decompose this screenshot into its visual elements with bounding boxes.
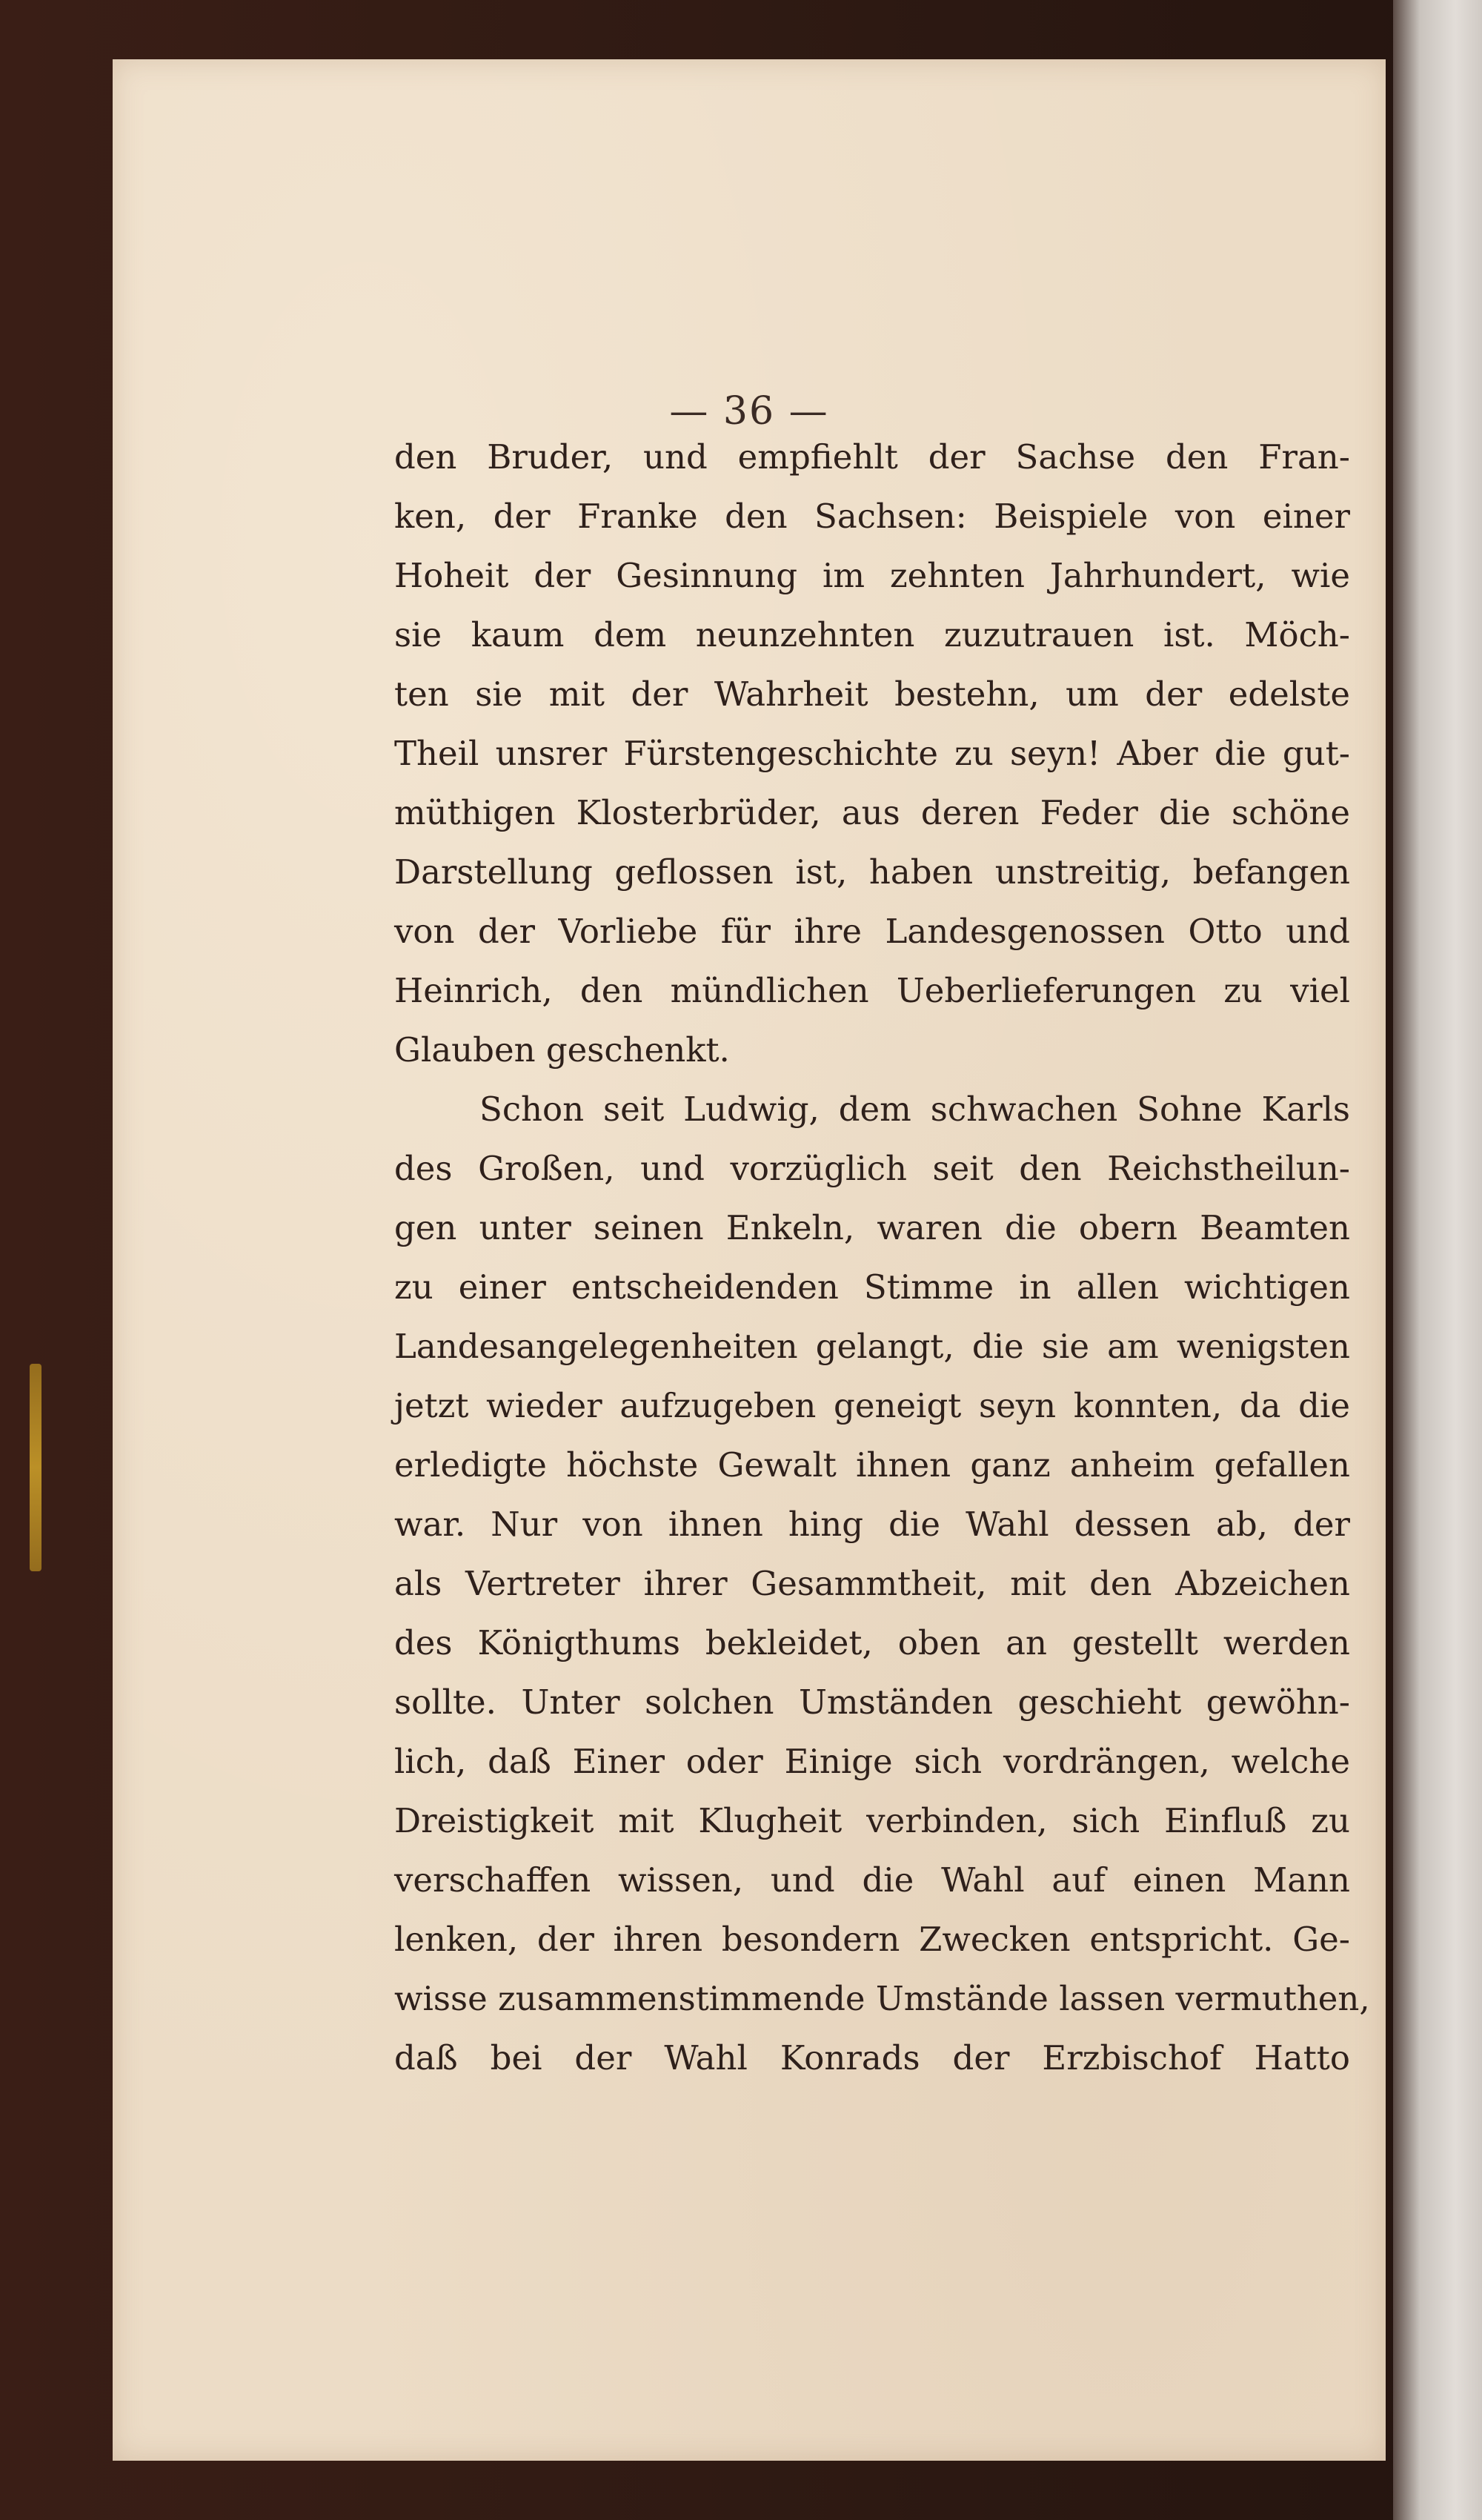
text-line: verschaffen wissen, und die Wahl auf einen Mann xyxy=(394,1860,1350,1900)
text-line: sie kaum dem neunzehnten zuzutrauen ist. Möch- xyxy=(394,615,1350,654)
text-line: des Großen, und vorzüglich seit den Reichstheilun- xyxy=(394,1149,1350,1188)
text-line: als Vertreter ihrer Gesammtheit, mit den Abzeichen xyxy=(394,1564,1350,1603)
text-line: wisse zusammenstimmende Umstände lassen vermuthen, xyxy=(394,1979,1370,2018)
scanner-edge xyxy=(1393,0,1482,2520)
text-line: sollte. Unter solchen Umständen geschieht gewöhn- xyxy=(394,1682,1350,1722)
text-line: müthigen Klosterbrüder, aus deren Feder die schöne xyxy=(394,793,1350,832)
text-line: ten sie mit der Wahrheit bestehn, um der edelste xyxy=(394,674,1350,714)
text-line: Heinrich, den mündlichen Ueberlieferungen zu viel xyxy=(394,971,1350,1010)
text-line: Dreistigkeit mit Klugheit verbinden, sich Einfluß zu xyxy=(394,1801,1350,1840)
text-line: zu einer entscheidenden Stimme in allen wichtigen xyxy=(394,1267,1350,1307)
text-line: den Bruder, und empfiehlt der Sachse den Fran- xyxy=(394,437,1350,477)
text-line: war. Nur von ihnen hing die Wahl dessen ab, der xyxy=(394,1505,1350,1544)
text-line: Theil unsrer Fürstengeschichte zu seyn! Aber die gut- xyxy=(394,734,1350,773)
text-line: ken, der Franke den Sachsen: Beispiele von einer xyxy=(394,497,1350,536)
body-text xyxy=(394,428,1370,2088)
text-line: des Königthums bekleidet, oben an gestellt werden xyxy=(394,1623,1350,1662)
text-line: Glauben geschenkt. xyxy=(394,1030,730,1070)
text-line: lenken, der ihren besondern Zwecken entspricht. Ge- xyxy=(394,1920,1350,1959)
text-line: gen unter seinen Enkeln, waren die obern Beamten xyxy=(394,1208,1350,1247)
text-line: von der Vorliebe für ihre Landesgenossen Otto und xyxy=(394,912,1350,951)
text-line: jetzt wieder aufzugeben geneigt seyn konnten, da die xyxy=(394,1386,1350,1425)
page-number: — 36 — xyxy=(669,389,829,434)
text-line: lich, daß Einer oder Einige sich vordrängen, welche xyxy=(394,1742,1350,1781)
page-marker xyxy=(30,1364,41,1571)
text-line: Darstellung geflossen ist, haben unstreitig, befangen xyxy=(394,852,1350,892)
text-line: Hoheit der Gesinnung im zehnten Jahrhundert, wie xyxy=(394,556,1350,595)
text-line: daß bei der Wahl Konrads der Erzbischof Hatto xyxy=(394,2038,1350,2078)
text-line: erledigte höchste Gewalt ihnen ganz anheim gefallen xyxy=(394,1445,1350,1485)
text-line: Schon seit Ludwig, dem schwachen Sohne Karls xyxy=(479,1090,1350,1129)
text-line: Landesangelegenheiten gelangt, die sie am wenigsten xyxy=(394,1327,1350,1366)
